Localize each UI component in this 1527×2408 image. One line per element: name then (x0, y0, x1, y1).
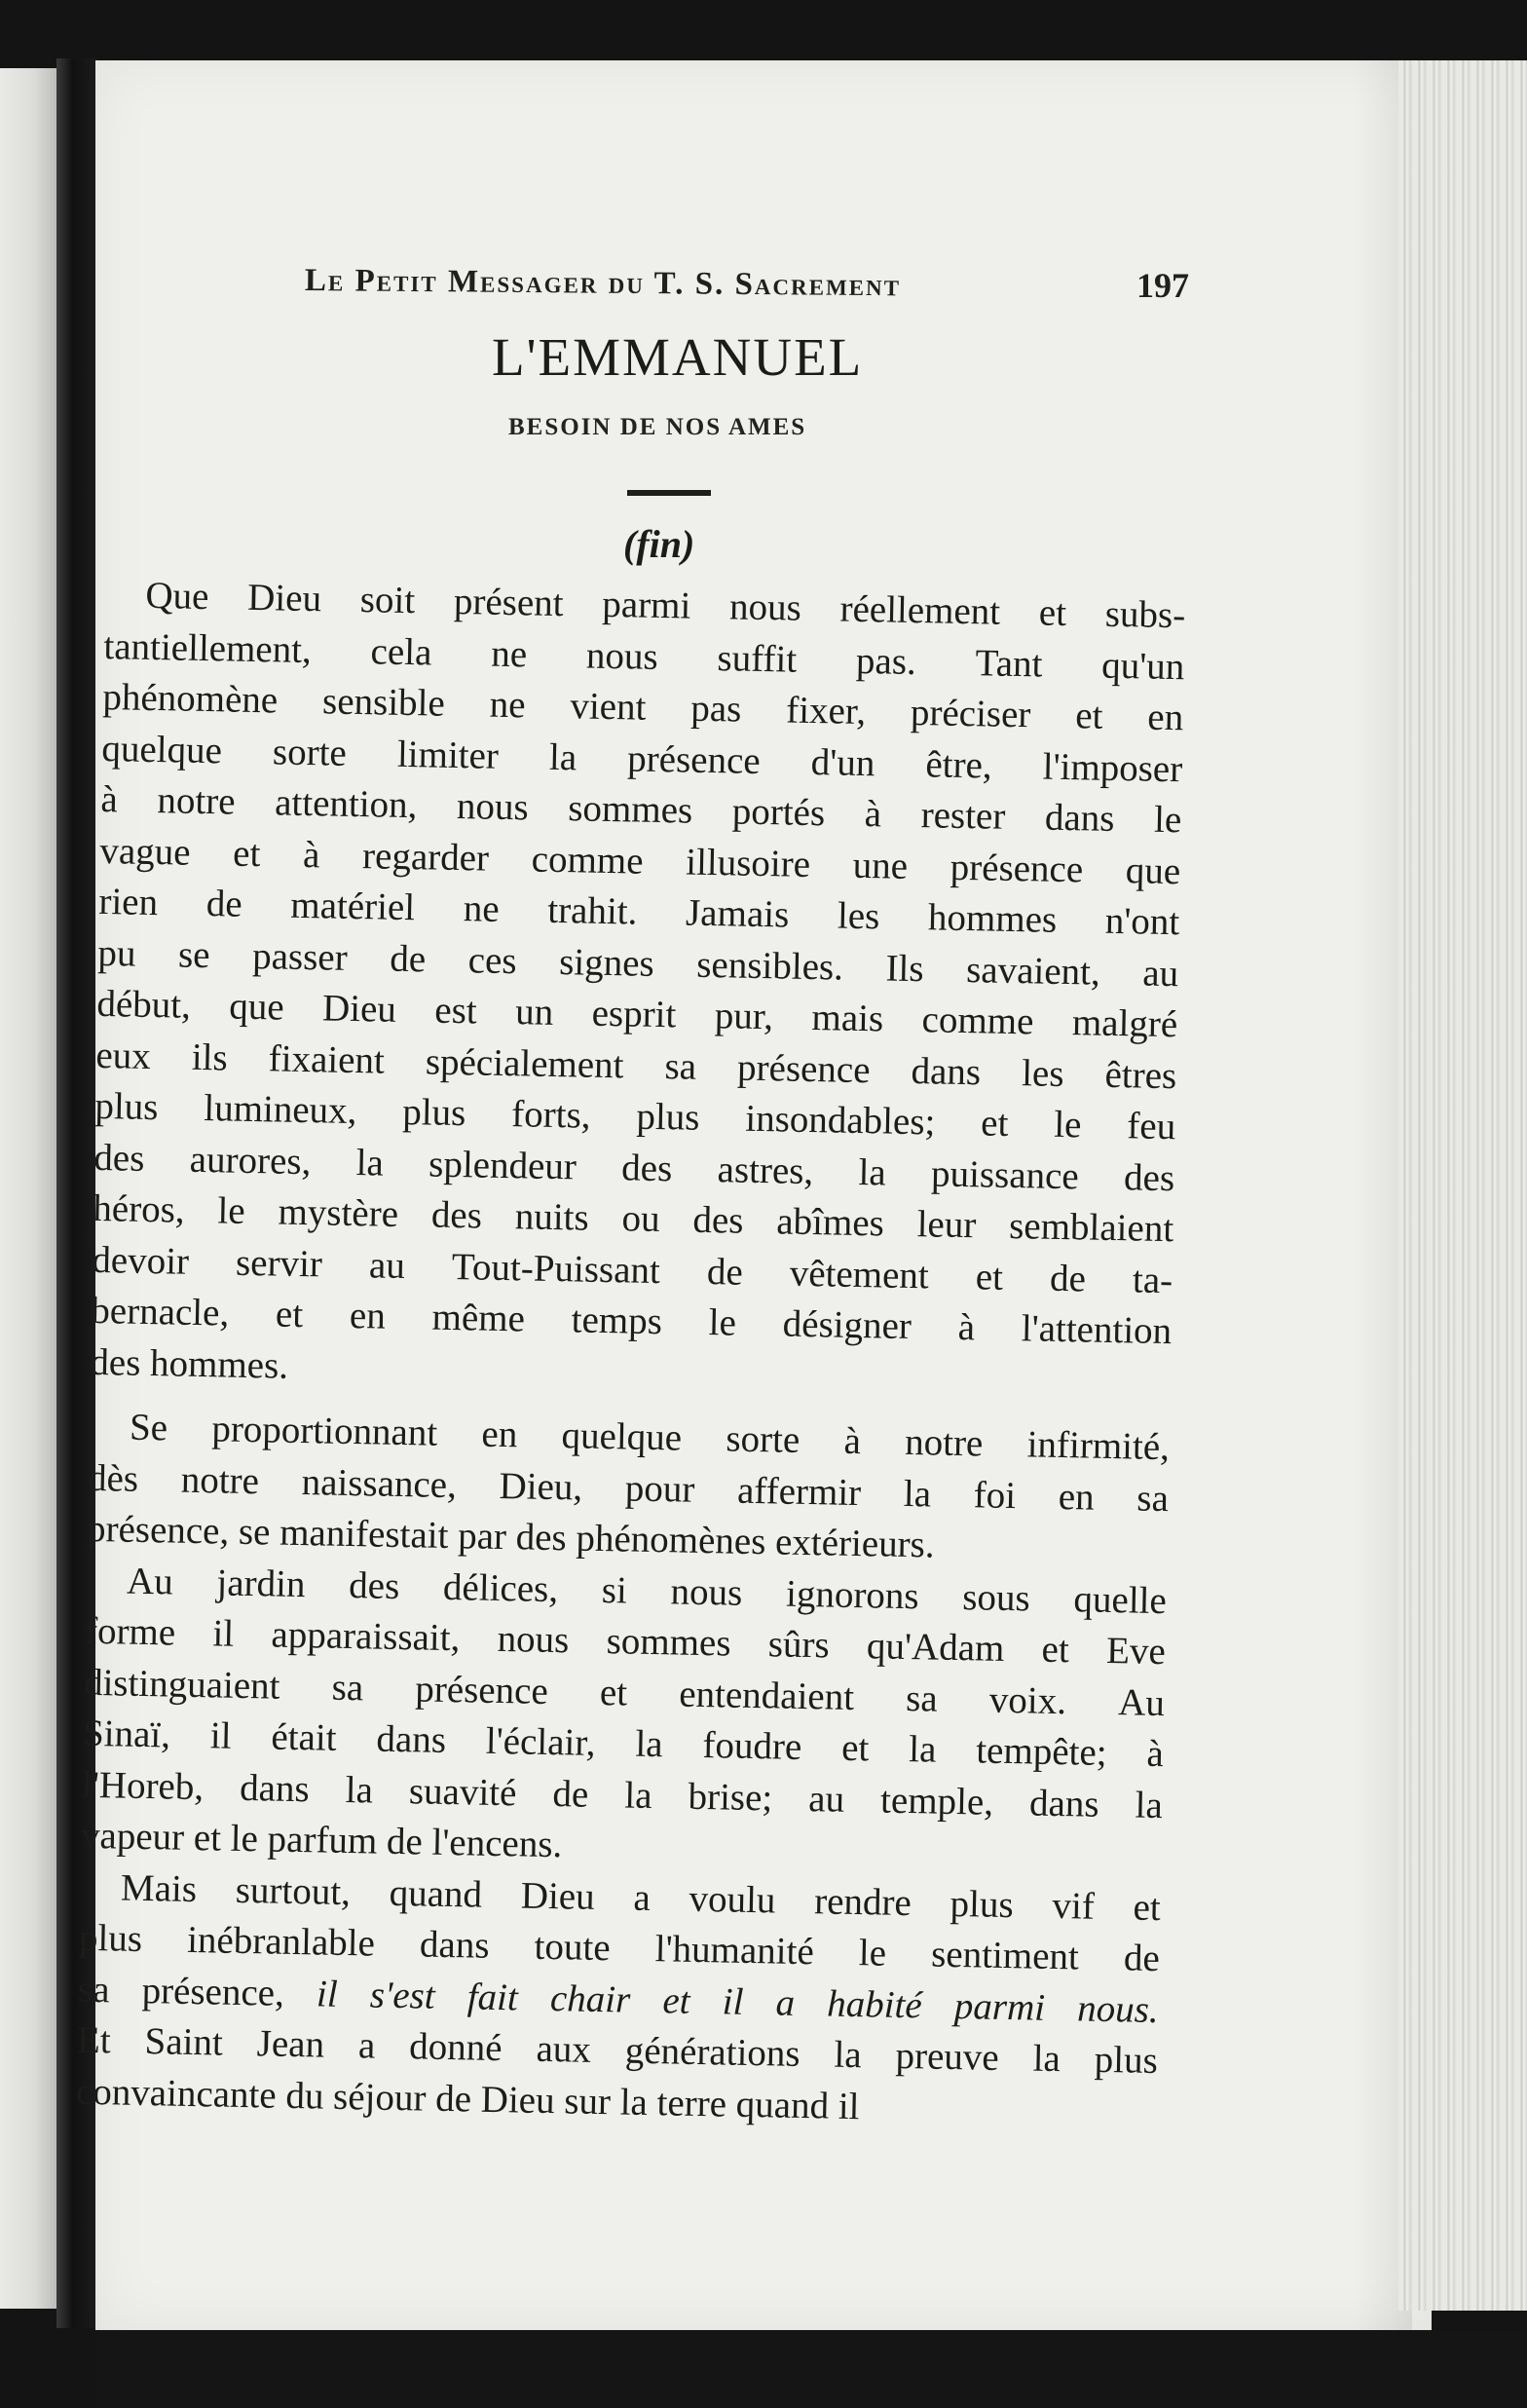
text-line: devoir servir au Tout-Puissant de vêtement et de ta- (91, 1238, 1173, 1301)
text-line: l'Horeb, dans la suavité de la brise; au temple, dans la (81, 1763, 1164, 1826)
text-line: présence, se manifestait par des phénomènes extérieurs. (86, 1507, 936, 1566)
scan-background (95, 2330, 1527, 2408)
text-line: début, que Dieu est un esprit pur, mais comme malgré (96, 982, 1178, 1046)
text-line: phénomène sensible ne vient pas fixer, préciser et en (102, 675, 1184, 739)
article-body (75, 570, 1185, 2138)
text-line: héros, le mystère des nuits ou des abîmes leur semblaient (93, 1186, 1174, 1251)
paragraph (81, 1555, 1168, 1882)
text-line: Au jardin des délices, si nous ignorons sous quelle (126, 1560, 1168, 1622)
title-rule (627, 490, 711, 496)
facing-page-edge (0, 68, 56, 2309)
continuation-marker: (fin) (623, 522, 695, 566)
text-line: des hommes. (89, 1340, 289, 1387)
text-line: à notre attention, nous sommes portés à rester dans le (100, 777, 1182, 842)
paragraph (87, 1402, 1171, 1576)
text-line: plus inébranlable dans toute l'humanité le sentiment de (78, 1916, 1161, 1980)
paragraph (90, 570, 1186, 1409)
text-line: dès notre naissance, Dieu, pour affermir la foi en sa (87, 1456, 1170, 1520)
text-line: eux ils fixaient spécialement sa présence dans les êtres (95, 1034, 1177, 1097)
text-line: des aurores, la splendeur des astres, la puissance des (93, 1136, 1175, 1199)
text-line: sa présence, il s'est fait chair et il a habité parmi nous. (77, 1968, 1160, 2031)
text-line: vapeur et le parfum de l'encens. (80, 1814, 563, 1866)
text-line: pu se passer de ces signes sensibles. Ils savaient, au (97, 931, 1179, 995)
stacked-page-edges (1398, 60, 1527, 2311)
text-line: plus lumineux, plus forts, plus insondables; et le feu (94, 1084, 1176, 1148)
article-title: L'EMMANUEL (492, 327, 864, 387)
text-line: convaincante du séjour de Dieu sur la terre quand il (75, 2070, 860, 2127)
text-line: forme il apparaissait, nous sommes sûrs qu'Adam et Eve (84, 1609, 1167, 1674)
text-line: Et Saint Jean a donné aux générations la preuve la plus (76, 2018, 1159, 2083)
text-line: Se proportionnant en quelque sorte à notre infirmité, (129, 1406, 1171, 1469)
text-line: Que Dieu soit présent parmi nous réellement et subs- (145, 574, 1186, 637)
article-subtitle: BESOIN DE NOS AMES (508, 414, 807, 440)
text-line: vague et à regarder comme illusoire une présence que (99, 829, 1181, 892)
text-line: Mais surtout, quand Dieu a voulu rendre plus vif et (120, 1866, 1162, 1929)
paragraph (75, 1862, 1161, 2138)
text-line: Sinaï, il était dans l'éclair, la foudre et la tempête; à (82, 1712, 1165, 1776)
text-line: quelque sorte limiter la présence d'un être, l'imposer (101, 727, 1183, 790)
page-number: 197 (1136, 266, 1189, 305)
text-line: bernacle, et en même temps le désigner à l'attention (90, 1289, 1173, 1353)
text-line: distinguaient sa présence et entendaient sa voix. Au (83, 1661, 1166, 1724)
text-line: rien de matériel ne trahit. Jamais les hommes n'ont (98, 880, 1180, 944)
text-line: tantiellement, cela ne nous suffit pas. Tant qu'un (103, 624, 1185, 688)
running-head: Le Petit Messager du T. S. Sacrement (304, 263, 902, 304)
